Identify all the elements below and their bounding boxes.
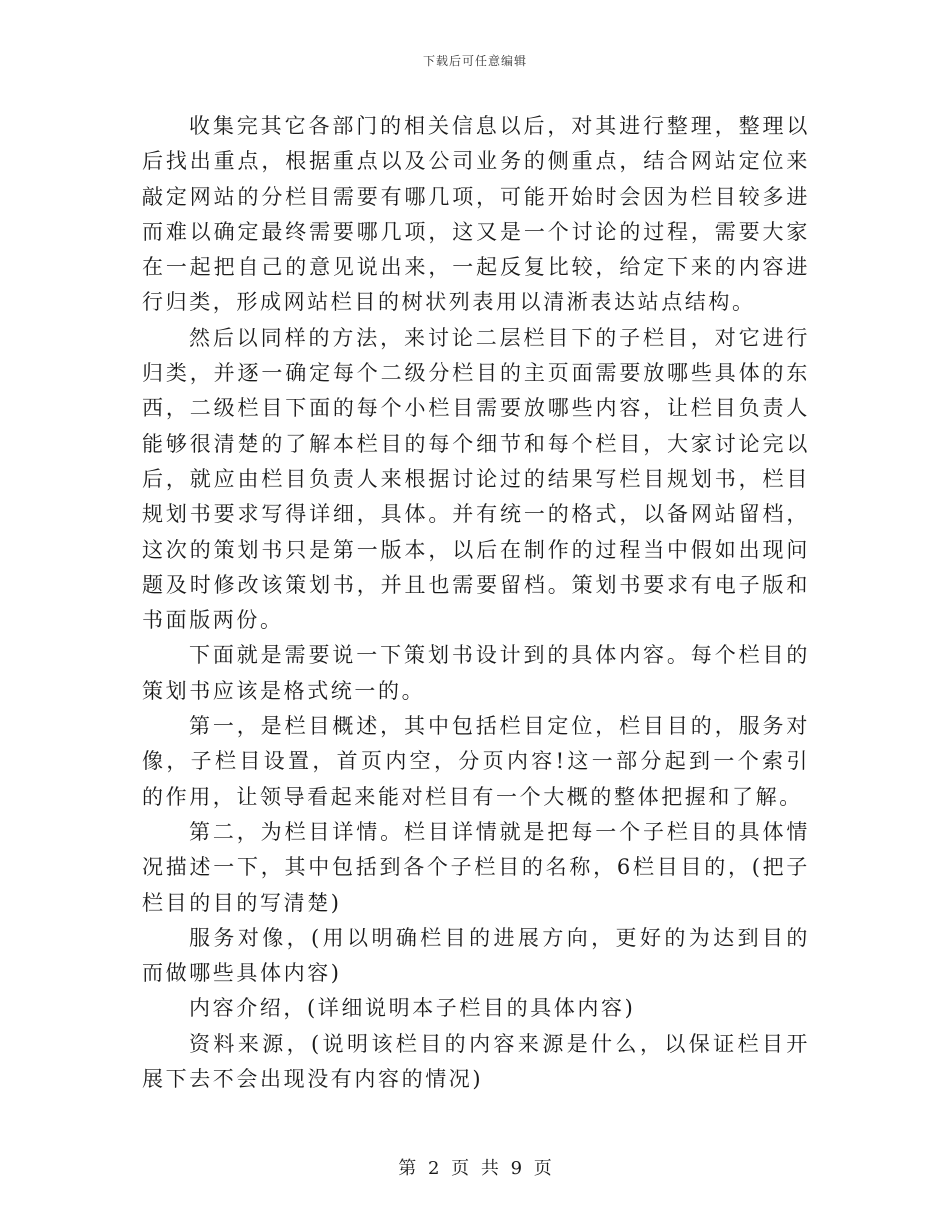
paragraph: 收集完其它各部门的相关信息以后，对其进行整理，整理以后找出重点，根据重点以及公司业务的侧重点，结合网站定位来敲定网站的分栏目需要有哪几项，可能开始时会因为栏目较多进而难以确定最终需要哪几项，这又是一个讨论的过程，需要大家在一起把自己的意见说出来，一起反复比较，给定下来的内容进行归类，形成网站栏目的树状列表用以清淅表达站点结构。 <box>142 114 810 315</box>
page-number-footer <box>0 1154 950 1180</box>
paragraph: 内容介绍，(详细说明本子栏目的具体内容) <box>189 996 636 1021</box>
document-body <box>142 109 810 1097</box>
total-pages-number: 9 <box>510 1158 523 1179</box>
paragraph: 第二，为栏目详情。栏目详情就是把每一个子栏目的具体情况描述一下，其中包括到各个子栏目的名称，6栏目目的，(把子栏目的目的写清楚) <box>142 819 810 915</box>
paragraph: 服务对像，(用以明确栏目的进展方向，更好的为达到目的而做哪些具体内容) <box>142 925 810 986</box>
paragraph: 第一，是栏目概述，其中包括栏目定位，栏目目的，服务对像，子栏目设置，首页内空，分页内容!这一部分起到一个索引的作用，让领导看起来能对栏目有一个大概的整体把握和了解。 <box>142 714 810 809</box>
page-suffix: 页 <box>533 1158 552 1179</box>
paragraph: 然后以同样的方法，来讨论二层栏目下的子栏目，对它进行归类，并逐一确定每个二级分栏目的主页面需要放哪些具体的东西，二级栏目下面的每个小栏目需要放哪些内容，让栏目负责人能够很清楚的了解本栏目的每个细节和每个栏目，大家讨论完以后，就应由栏目负责人来根据讨论过的结果写栏目规划书，栏目规划书要求写得详细，具体。并有统一的格式，以备网站留档，这次的策划书只是第一版本，以后在制作的过程当中假如出现问题及时修改该策划书，并且也需要留档。策划书要求有电子版和书面版两份。 <box>142 325 810 633</box>
paragraph: 资料来源，(说明该栏目的内容来源是什么，以保证栏目开展下去不会出现没有内容的情况) <box>142 1031 810 1092</box>
page-prefix: 第 <box>398 1158 417 1179</box>
paragraph: 下面就是需要说一下策划书设计到的具体内容。每个栏目的策划书应该是格式统一的。 <box>142 643 810 703</box>
current-page-number: 2 <box>427 1158 440 1179</box>
header-note: 下载后可任意编辑 <box>422 54 527 68</box>
total-word: 共 <box>480 1158 499 1179</box>
page-word: 页 <box>451 1158 470 1179</box>
